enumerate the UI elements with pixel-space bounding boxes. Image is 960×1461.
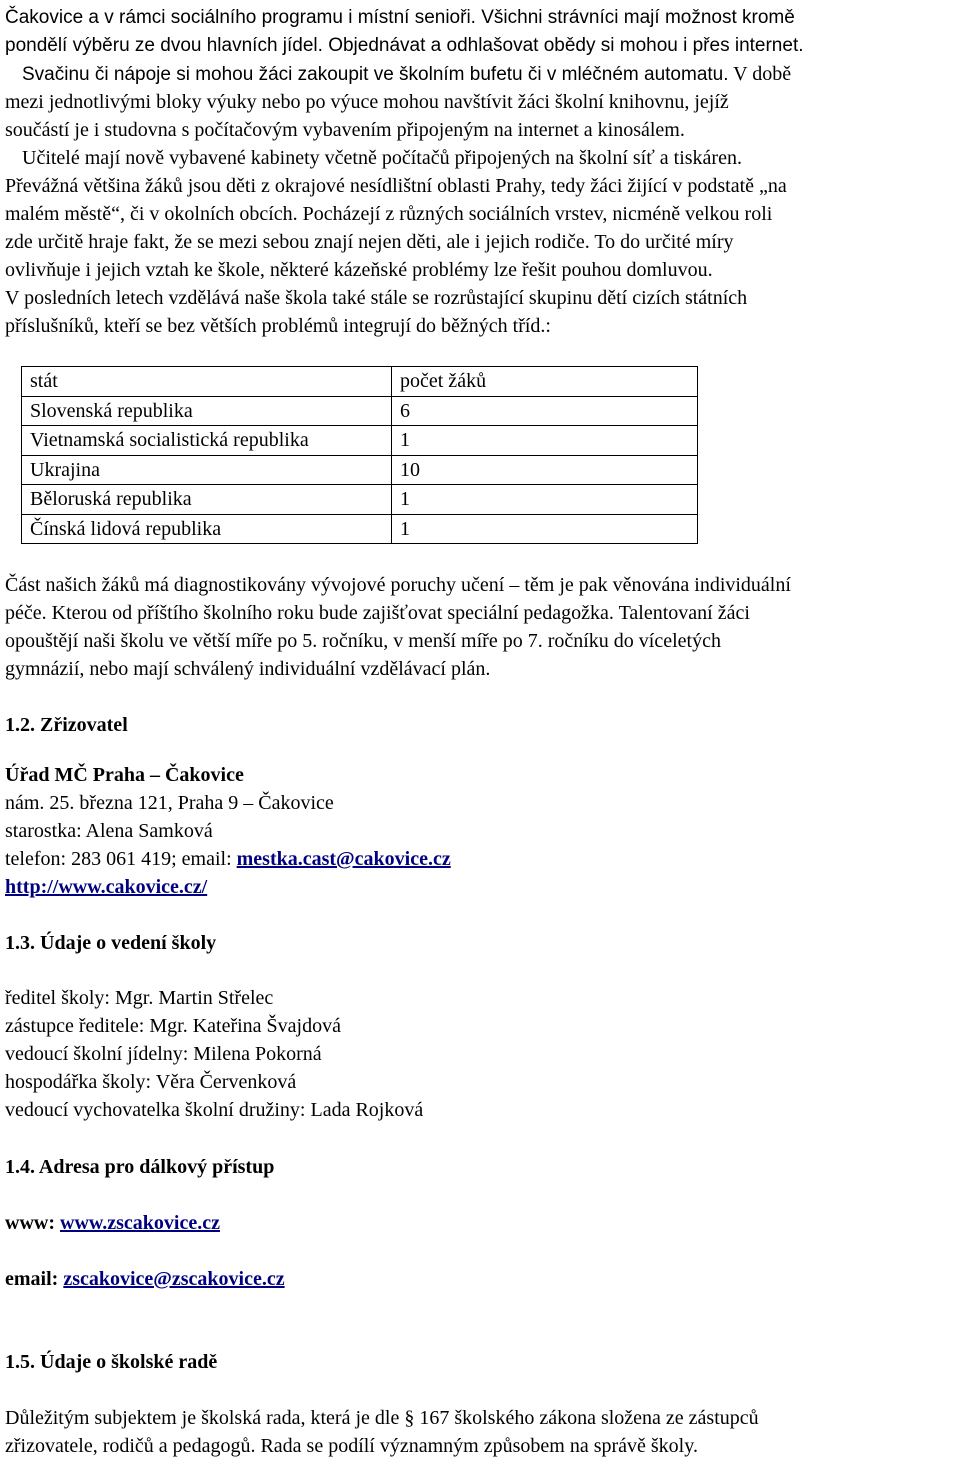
- diagnostics-line-4: gymnázií, nebo mají schválený individuální vzdělávací plán.: [5, 658, 491, 680]
- table-cell-count: 1: [392, 485, 698, 515]
- table-cell-count: 1: [392, 426, 698, 456]
- intro-line-4: mezi jednotlivými bloky výuky nebo po výuce mohou navštívit žáci školní knihovnu, jejíž: [5, 91, 729, 113]
- remote-www-label: www:: [5, 1212, 60, 1234]
- intro-line-1: Čakovice a v rámci sociálního programu i místní senioři. Všichni strávníci mají možnost kromě: [5, 7, 795, 28]
- school-board-line-1: Důležitým subjektem je školská rada, která je dle § 167 školského zákona složena ze zástupců: [5, 1407, 759, 1429]
- remote-email: [5, 1265, 285, 1293]
- table-row: [22, 485, 698, 515]
- table-row: [22, 514, 698, 544]
- table-header-count: počet žáků: [392, 367, 698, 397]
- intro-line-3-text: Svačinu či nápoje si mohou žáci zakoupit ve školním bufetu či v mléčném automatu.: [22, 64, 729, 85]
- intro-line-12: příslušníků, kteří se bez větších problémů integrují do běžných tříd.:: [5, 315, 551, 337]
- section-heading-management: 1.3. Údaje o vedení školy: [5, 932, 217, 954]
- table-row: [22, 396, 698, 426]
- intro-line-3: [22, 60, 791, 89]
- table-cell-count: 1: [392, 514, 698, 544]
- remote-www: [5, 1209, 220, 1237]
- remote-www-link[interactable]: www.zscakovice.cz: [60, 1212, 220, 1234]
- intro-line-2: pondělí výběru ze dvou hlavních jídel. Objednávat a odhlašovat obědy si mohou i přes internet.: [5, 35, 804, 56]
- section-heading-remote-access: 1.4. Adresa pro dálkový přístup: [5, 1156, 275, 1178]
- founder-name: Úřad MČ Praha – Čakovice: [5, 764, 244, 786]
- intro-line-10: ovlivňuje i jejich vztah ke škole, některé kázeňské problémy lze řešit pouhou domluvou.: [5, 259, 713, 281]
- country-table: [21, 366, 698, 544]
- remote-email-label: email:: [5, 1268, 64, 1290]
- intro-line-9: zde určitě hraje fakt, že se mezi sebou znají nejen děti, ale i jejich rodiče. To do určité míry: [5, 231, 734, 253]
- intro-line-6: Učitelé mají nově vybavené kabinety včetně počítačů připojených na školní síť a tiskáren.: [22, 147, 742, 169]
- management-deputy: zástupce ředitele: Mgr. Kateřina Švajdová: [5, 1015, 341, 1037]
- table-cell-country: Běloruská republika: [22, 485, 392, 515]
- table-row: [22, 455, 698, 485]
- founder-email-link[interactable]: mestka.cast@cakovice.cz: [236, 848, 451, 870]
- intro-line-3-tail: V době: [728, 63, 792, 85]
- intro-line-11: V posledních letech vzdělává naše škola také stále se rozrůstající skupinu dětí cizích státních: [5, 287, 748, 309]
- table-header-row: [22, 367, 698, 397]
- section-heading-founder: 1.2. Zřizovatel: [5, 714, 128, 736]
- table-cell-country: Ukrajina: [22, 455, 392, 485]
- table-cell-country: Čínská lidová republika: [22, 514, 392, 544]
- remote-email-link[interactable]: zscakovice@zscakovice.cz: [63, 1268, 285, 1290]
- founder-web-link[interactable]: http://www.cakovice.cz/: [5, 876, 208, 898]
- founder-web: [5, 873, 207, 901]
- diagnostics-line-1: Část našich žáků má diagnostikovány vývojové poruchy učení – těm je pak věnována individuální: [5, 574, 791, 596]
- management-after-school: vedoucí vychovatelka školní družiny: Lada Rojková: [5, 1099, 424, 1121]
- founder-mayor: starostka: Alena Samková: [5, 820, 213, 842]
- table-row: [22, 426, 698, 456]
- management-canteen: vedoucí školní jídelny: Milena Pokorná: [5, 1043, 322, 1065]
- intro-line-5: součástí je i studovna s počítačovým vybavením připojeným na internet a kinosálem.: [5, 119, 685, 141]
- school-board-line-2: zřizovatele, rodičů a pedagogů. Rada se podílí významným způsobem na správě školy.: [5, 1435, 698, 1457]
- table-cell-country: Vietnamská socialistická republika: [22, 426, 392, 456]
- management-bursar: hospodářka školy: Věra Červenková: [5, 1071, 297, 1093]
- intro-line-8: malém městě“, či v okolních obcích. Pocházejí z různých sociálních vrstev, nicméně velkou roli: [5, 203, 773, 225]
- table-cell-count: 6: [392, 396, 698, 426]
- founder-contact: [5, 845, 451, 873]
- intro-line-7: Převážná většina žáků jsou děti z okrajové nesídlištní oblasti Prahy, tedy žáci žijící v podstatě „na: [5, 175, 787, 197]
- founder-address: nám. 25. března 121, Praha 9 – Čakovice: [5, 792, 334, 814]
- founder-contact-prefix: telefon: 283 061 419; email:: [5, 848, 237, 870]
- table-cell-count: 10: [392, 455, 698, 485]
- diagnostics-line-3: opouštějí naši školu ve větší míře po 5. ročníku, v menší míře po 7. ročníku do víceletých: [5, 630, 721, 652]
- section-heading-school-board: 1.5. Údaje o školské radě: [5, 1351, 218, 1373]
- table-header-country: stát: [22, 367, 392, 397]
- table-cell-country: Slovenská republika: [22, 396, 392, 426]
- management-director: ředitel školy: Mgr. Martin Střelec: [5, 987, 274, 1009]
- diagnostics-line-2: péče. Kterou od příštího školního roku bude zajišťovat speciální pedagožka. Talentovaní žáci: [5, 602, 750, 624]
